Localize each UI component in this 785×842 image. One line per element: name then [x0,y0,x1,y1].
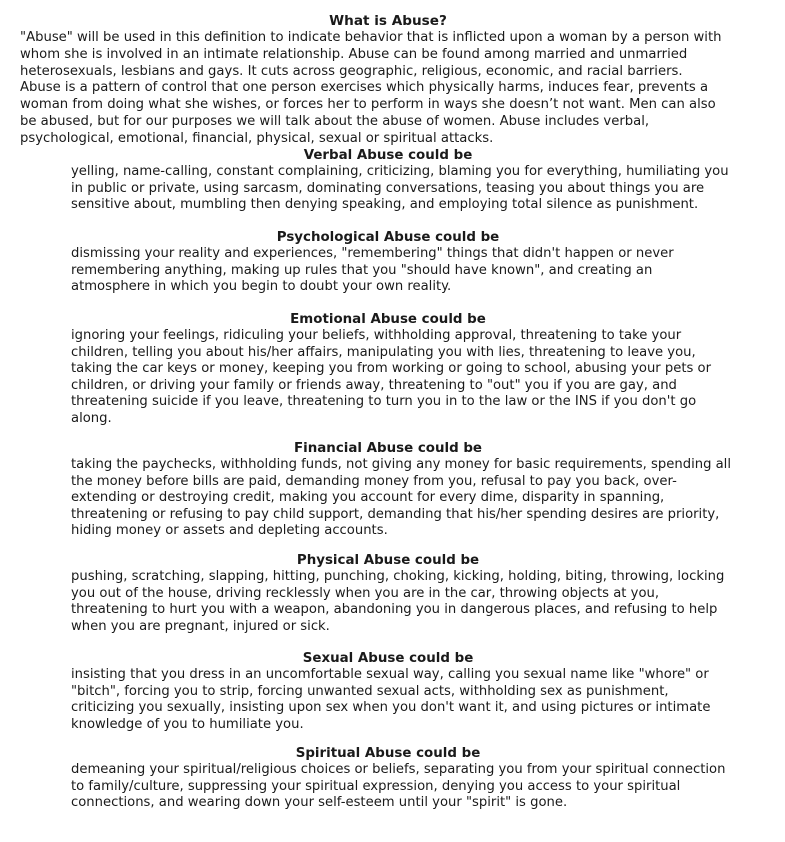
section-physical-abuse [0,552,785,635]
section-heading: Sexual Abuse could be [302,651,474,666]
body-line: hiding money or assets and depleting accounts. [71,523,388,539]
section-heading: Emotional Abuse could be [290,312,486,327]
body-line: extending or destroying credit, making you account for every dime, disparity in spanning, [71,490,665,506]
section-heading: Financial Abuse could be [293,441,483,456]
body-line: in public or private, using sarcasm, dominating conversations, teasing you about things you are [71,180,705,196]
body-line: atmosphere in which you begin to doubt your own reality. [71,279,452,295]
section-emotional-abuse [0,311,785,428]
section-body [71,667,781,733]
section-psychological-abuse [0,229,785,296]
intro-line: be abused, but for our purposes we will talk about the abuse of women. Abuse includes verbal, [20,113,650,129]
intro-line: "Abuse" will be used in this definition to indicate behavior that is inflicted upon a woman by a person with [20,30,722,45]
section-heading: Spiritual Abuse could be [295,746,481,761]
section-heading: Psychological Abuse could be [276,230,500,245]
section-heading: Verbal Abuse could be [303,148,473,163]
intro-line: Abuse is a pattern of control that one person exercises which physically harms, induces fear, prevents a [20,80,709,96]
body-line: ignoring your feelings, ridiculing your beliefs, withholding approval, threatening to take your [71,328,682,343]
body-line: when you are pregnant, injured or sick. [71,618,330,634]
section-body [71,569,781,635]
body-line: threatening to hurt you with a weapon, abandoning you in dangerous places, and refusing to help [71,602,718,618]
body-line: children, telling you about his/her affairs, manipulating you with lies, threatening to leave you, [71,344,696,360]
body-line: you out of the house, driving recklessly when you are in the car, throwing objects at you, [71,585,660,601]
section-body [71,246,781,296]
intro-line: psychological, emotional, financial, physical, sexual or spiritual attacks. [20,130,494,146]
body-line: remembering anything, making up rules that you "should have known", and creating an [71,262,653,278]
body-line: connections, and wearing down your self-esteem until your "spirit" is gone. [71,795,568,811]
intro-line: woman from doing what she wishes, or forces her to perform in ways she doesn’t not want. Men can also [20,97,716,113]
body-line: taking the paychecks, withholding funds, not giving any money for basic requirements, spending all [71,457,732,472]
body-line: threatening or refusing to pay child support, demanding that his/her spending desires are priority, [71,506,720,522]
section-verbal-abuse [0,147,785,214]
body-line: criticizing you sexually, insisting upon sex when you don't want it, and using pictures or intimate [71,700,711,716]
body-line: sensitive about, mumbling then denying speaking, and employing total silence as punishment. [71,197,699,213]
body-line: insisting that you dress in an uncomfortable sexual way, calling you sexual name like "whore" or [71,667,709,682]
intro-line: heterosexuals, lesbians and gays. It cuts across geographic, religious, economic, and racial barriers. [20,63,683,79]
body-line: "bitch", forcing you to strip, forcing unwanted sexual acts, withholding sex as punishment, [71,683,669,699]
section-body [71,762,781,812]
section-body [71,457,781,540]
intro-line: whom she is involved in an intimate relationship. Abuse can be found among married and unmarried [20,46,688,62]
section-heading: Physical Abuse could be [296,553,480,568]
body-line: pushing, scratching, slapping, hitting, punching, choking, kicking, holding, biting, throwing, locking [71,569,725,584]
body-line: the money before bills are paid, demanding money from you, refusal to pay you back, over- [71,473,677,489]
section-sexual-abuse [0,650,785,733]
body-line: taking the car keys or money, keeping you from working or going to school, abusing your pets or [71,361,712,377]
section-body [71,328,781,428]
section-spiritual-abuse [0,745,785,812]
body-line: threatening suicide if you leave, threatening to turn you in to the law or the INS if you don't go [71,394,697,410]
intro-paragraph [20,30,780,148]
body-line: to family/culture, suppressing your spiritual expression, denying you access to your spiritual [71,778,681,794]
body-line: knowledge of you to humiliate you. [71,716,304,732]
body-line: along. [71,410,112,426]
document-title: What is Abuse? [329,13,447,29]
body-line: dismissing your reality and experiences, "remembering" things that didn't happen or never [71,246,674,261]
section-body [71,164,781,214]
body-line: yelling, name-calling, constant complaining, criticizing, blaming you for everything, humiliating you [71,164,729,179]
body-line: children, or driving your family or friends away, threatening to "out" you if you are gay, and [71,377,677,393]
body-line: demeaning your spiritual/religious choices or beliefs, separating you from your spiritual connection [71,762,726,777]
section-financial-abuse [0,440,785,540]
